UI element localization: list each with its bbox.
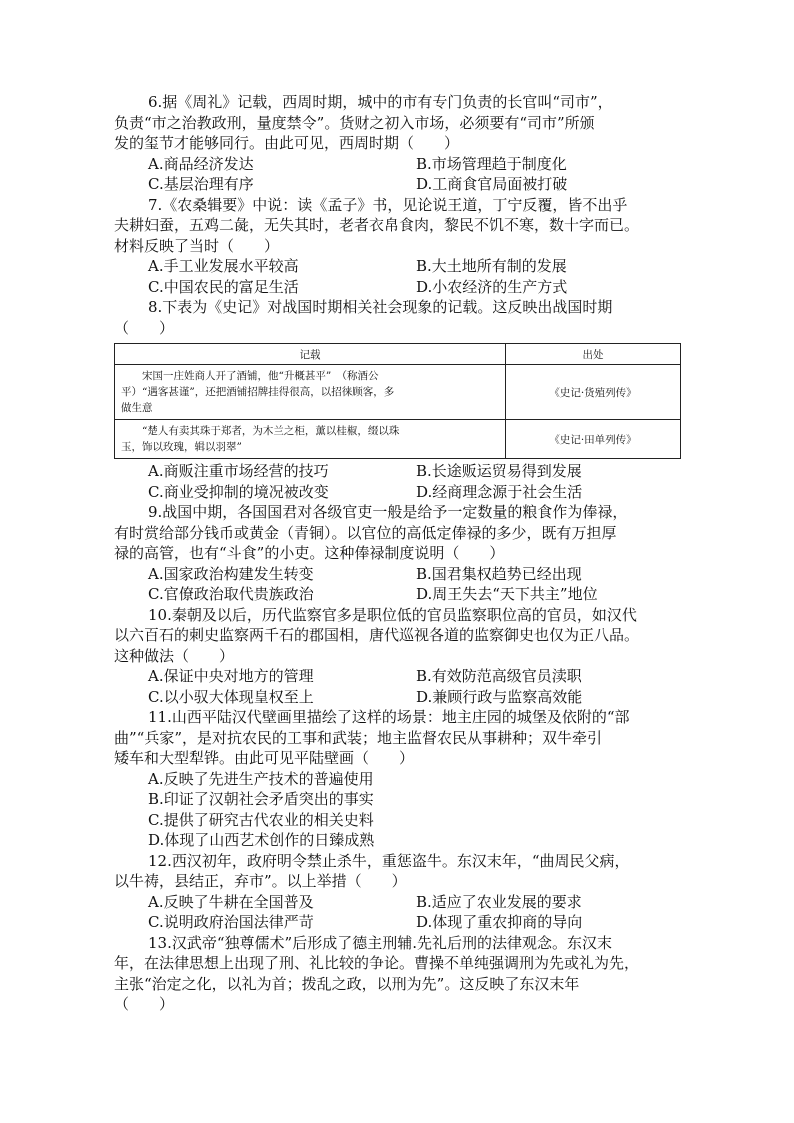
question-11-option-d-row xyxy=(114,830,684,851)
question-11-option-c: C.提供了研究古代农业的相关史料 xyxy=(148,810,374,829)
question-9-option-c: C.官僚政治取代贵族政治 xyxy=(148,585,314,603)
question-7-option-b: B.大土地所有制的发展 xyxy=(416,257,567,275)
records-table-header xyxy=(115,344,681,365)
question-9-stem-line-1: 9.战国中期，各国国君对各级官吏一般是给予一定数量的粮食作为俸禄， xyxy=(148,503,628,521)
question-12-stem-line-1: 12.西汉初年，政府明令禁止杀牛，重惩盗牛。东汉末年，“曲周民父病， xyxy=(148,851,630,870)
records-table-header-source: 出处 xyxy=(506,344,681,365)
question-6-option-d: D.工商食官局面被打破 xyxy=(416,175,568,193)
question-7-options-cd xyxy=(114,277,684,298)
question-7-stem-line-3: 材料反映了当时（ ） xyxy=(114,236,280,255)
table-cell-record-line: 平）“遇客甚谨”，还把酒铺招牌挂得很高，以招徕顾客，多 xyxy=(121,386,395,398)
question-10 xyxy=(114,605,684,708)
question-11-stem-line-3: 矮车和大型犁铧。由此可见平陆壁画（ ） xyxy=(114,749,415,767)
question-7 xyxy=(114,195,684,298)
question-9-stem-line-3: 禄的高管，也有“斗食”的小吏。这种俸禄制度说明（ ） xyxy=(114,544,505,562)
question-6-stem-line-2: 负责“市之治教政刑，量度禁令”。货财之初入市场，必须要有“司市”所颁 xyxy=(114,113,595,132)
table-cell-record-line: 玉，饰以玫瑰，辑以羽翠” xyxy=(121,441,242,453)
question-13-stem-line-2: 年，在法律思想上出现了刑、礼比较的争论。曹操不单纯强调刑为先或礼为先， xyxy=(114,954,640,972)
question-9-option-d: D.周王失去“天下共主”地位 xyxy=(416,585,598,603)
question-8-option-b: B.长途贩运贸易得到发展 xyxy=(416,462,582,480)
question-10-options-ab xyxy=(114,666,684,687)
table-cell-record-line: 做生意 xyxy=(121,402,153,414)
question-7-option-a: A.手工业发展水平较高 xyxy=(148,257,299,275)
question-10-stem-line-2: 以六百石的刺史监察两千石的郡国相，唐代巡视各道的监察御史也仅为正八品。 xyxy=(114,626,640,644)
question-7-options-ab xyxy=(114,256,684,277)
question-9-option-a: A.国家政治构建发生转变 xyxy=(148,564,314,583)
question-6-options-ab xyxy=(114,154,684,175)
question-9-stem-line-2: 有时赏给部分钱币或黄金（青铜）。以官位的高低定俸禄的多少，既有万担厚 xyxy=(114,523,617,542)
question-8-option-c: C.商业受抑制的境况被改变 xyxy=(148,482,329,501)
table-row xyxy=(115,420,681,459)
question-12-stem-line-2: 以牛祷，县结正，弃市”。以上举措（ ） xyxy=(114,872,407,890)
table-cell-record xyxy=(115,365,506,420)
question-6-option-c: C.基层治理有序 xyxy=(148,175,254,193)
question-11-option-a-row xyxy=(114,769,684,790)
question-11-option-c-row xyxy=(114,810,684,831)
question-10-option-d: D.兼顾行政与监察高效能 xyxy=(416,687,583,706)
table-row xyxy=(115,365,681,420)
question-12-options-cd xyxy=(114,912,684,933)
question-6-option-b: B.市场管理趋于制度化 xyxy=(416,154,567,173)
question-9-options-cd xyxy=(114,584,684,605)
question-12-options-ab xyxy=(114,892,684,913)
question-10-option-c: C.以小驭大体现皇权至上 xyxy=(148,687,314,706)
question-13 xyxy=(114,933,684,1015)
table-cell-record-line: “楚人有卖其珠于郑者，为木兰之柜，薰以桂椒，缀以珠 xyxy=(142,425,400,437)
question-10-stem-line-1: 10.秦朝及以后，历代监察官多是职位低的官员监察职位高的官员，如汉代 xyxy=(148,605,637,624)
question-12 xyxy=(114,851,684,933)
table-cell-source: 《史记·田单列传》 xyxy=(506,420,681,459)
question-10-option-a: A.保证中央对地方的管理 xyxy=(148,667,314,685)
question-11 xyxy=(114,707,684,851)
question-12-option-c: C.说明政府治国法律严苛 xyxy=(148,913,314,931)
question-10-stem-line-3: 这种做法（ ） xyxy=(114,646,235,665)
question-7-stem-line-1: 7.《农桑辑要》中说：读《孟子》书，见论说王道，丁宁反覆，皆不出乎 xyxy=(148,195,628,214)
question-13-stem-line-4: （ ） xyxy=(114,995,175,1013)
question-11-option-b-row xyxy=(114,789,684,810)
table-cell-record xyxy=(115,420,506,459)
question-11-stem-line-2: 曲”“兵家”，是对抗农民的工事和武装；地主监督农民从事耕种；双牛牵引 xyxy=(114,728,603,747)
question-8-option-d: D.经商理念源于社会生活 xyxy=(416,482,583,501)
question-11-option-b: B.印证了汉朝社会矛盾突出的事实 xyxy=(148,790,374,808)
question-11-stem-line-1: 11.山西平陆汉代壁画里描绘了这样的场景：地主庄园的城堡及依附的“部 xyxy=(148,708,630,726)
question-11-option-d: D.体现了山西艺术创作的日臻成熟 xyxy=(148,831,375,849)
table-cell-source: 《史记·货殖列传》 xyxy=(506,365,681,420)
question-6-stem-line-3: 发的玺节才能够同行。由此可见，西周时期（ ） xyxy=(114,134,460,152)
question-12-option-a: A.反映了牛耕在全国普及 xyxy=(148,892,314,911)
records-table-header-record: 记载 xyxy=(115,344,506,365)
question-10-option-b: B.有效防范高级官员渎职 xyxy=(416,667,582,685)
question-6-option-a: A.商品经济发达 xyxy=(148,154,254,173)
question-7-stem-line-2: 夫耕妇蚕，五鸡二彘，无失其时，老者衣帛食肉，黎民不饥不寒，数十字而已。 xyxy=(114,216,640,234)
question-12-option-d: D.体现了重农抑商的导向 xyxy=(416,913,583,931)
question-8-stem-line-2: （ ） xyxy=(114,318,175,337)
question-9 xyxy=(114,502,684,605)
table-cell-record-line: 宋国一庄姓商人开了酒铺，他“升概甚平” （称酒公 xyxy=(142,370,379,382)
question-8-options-ab xyxy=(114,461,684,482)
question-8 xyxy=(114,297,684,502)
question-9-options-ab xyxy=(114,564,684,585)
question-12-option-b: B.适应了农业发展的要求 xyxy=(416,892,582,911)
question-6 xyxy=(114,92,684,195)
exam-page xyxy=(114,92,684,1015)
question-7-option-d: D.小农经济的生产方式 xyxy=(416,277,568,296)
question-13-stem-line-3: 主张“治定之化，以礼为首；拨乱之政，以刑为先”。这反映了东汉末年 xyxy=(114,974,580,993)
question-6-options-cd xyxy=(114,174,684,195)
question-8-option-a: A.商贩注重市场经营的技巧 xyxy=(148,462,329,480)
question-6-stem-line-1: 6.据《周礼》记载，西周时期，城中的市有专门负责的长官叫“司市”， xyxy=(148,93,613,111)
records-table xyxy=(114,343,681,459)
question-8-stem-line-1: 8.下表为《史记》对战国时期相关社会现象的记载。这反映出战国时期 xyxy=(148,298,613,316)
question-11-option-a: A.反映了先进生产技术的普遍使用 xyxy=(148,769,374,788)
question-8-options-cd xyxy=(114,482,684,503)
question-13-stem-line-1: 13.汉武帝“独尊儒术”后形成了德主刑辅.先礼后刑的法律观念。东汉末 xyxy=(148,933,612,952)
question-10-options-cd xyxy=(114,687,684,708)
question-9-option-b: B.国君集权趋势已经出现 xyxy=(416,564,582,583)
question-7-option-c: C.中国农民的富足生活 xyxy=(148,277,299,296)
